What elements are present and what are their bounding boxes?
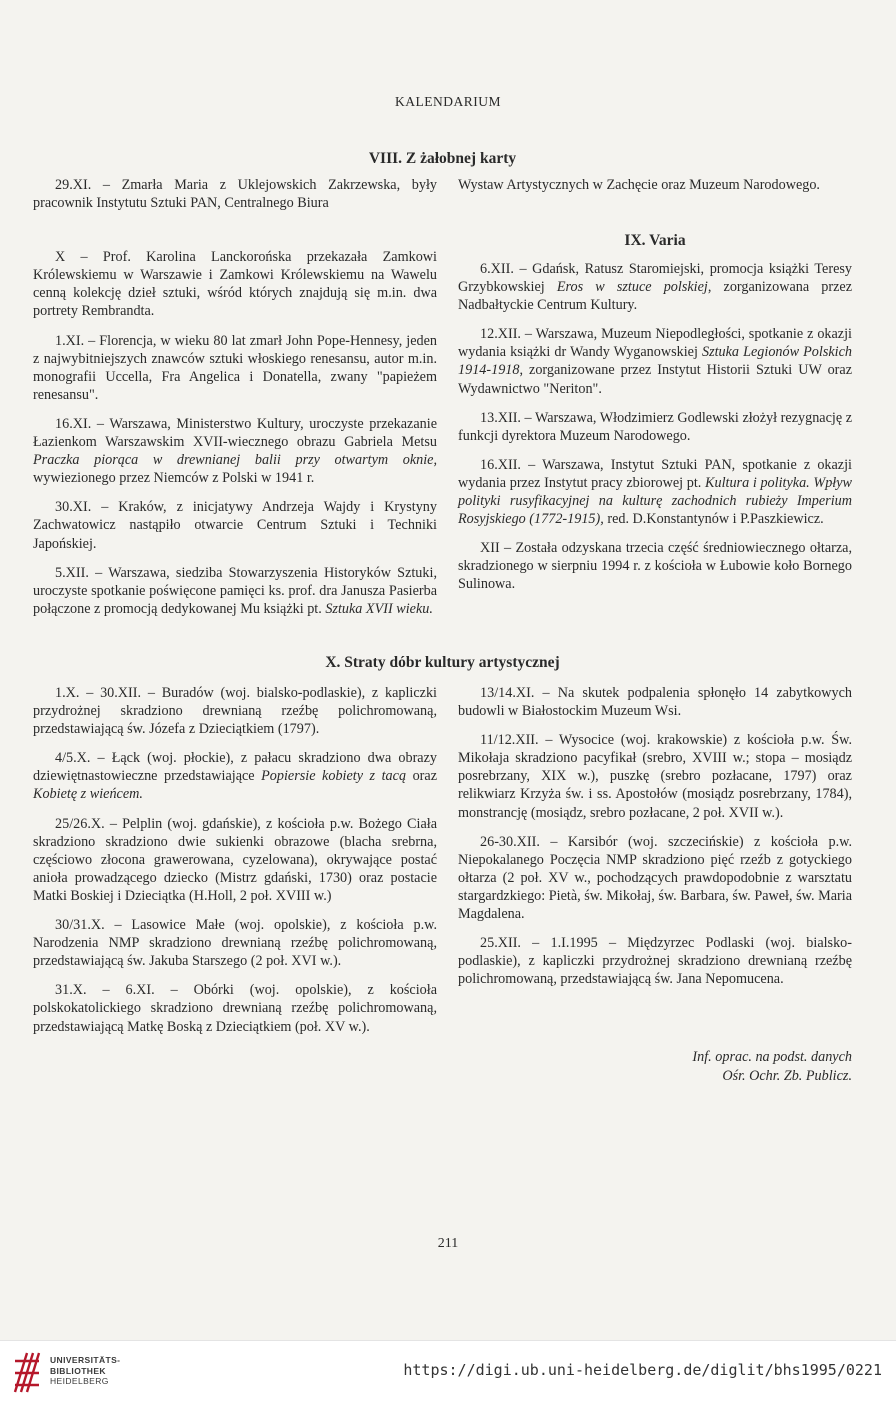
library-name-line: HEIDELBERG <box>50 1376 109 1386</box>
section-title-obituaries: VIII. Z żałobnej karty <box>368 150 517 167</box>
right-column-bottom <box>458 684 852 999</box>
source-signature <box>472 1048 852 1086</box>
text: 12.XII. – Warszawa, Muzeum Niepodległości, spotkanie z okazji wydania książki dr Wandy Wyganowskiej <box>458 326 852 361</box>
left-column-bottom <box>33 684 437 1047</box>
section-title-losses: X. Straty dóbr kultury artystycznej <box>325 654 560 671</box>
book-title: Eros w sztuce polskiej <box>556 279 708 296</box>
paragraph: 25.XII. – 1.I.1995 – Międzyrzec Podlaski (woj. bialsko-podlaskie), z kapliczki przydrożnej skradziono drewnianą rzeźbę polichromowaną, przedstawiającą św. Jana Nepomucena. <box>458 935 852 988</box>
logo-strokes <box>15 1353 39 1392</box>
section-title-varia: IX. Varia <box>624 232 686 249</box>
artwork-title: Praczka piorąca w drewnianej balii przy otwartym oknie, <box>33 452 437 469</box>
paragraph: 30/31.X. – Lasowice Małe (woj. opolskie), z kościoła p.w. Narodzenia NMP skradziono drewnianą rzeźbę polichromowaną, przedstawiającą św. Jakuba Starszego (2 poł. XVI w.). <box>33 917 437 970</box>
paragraph: 30.XI. – Kraków, z inicjatywy Andrzeja Wajdy i Krystyny Zachwatowicz nastąpiło otwarcie Centrum Sztuki i Techniki Japońskiej. <box>33 499 437 552</box>
permalink-url[interactable]: https://digi.ub.uni-heidelberg.de/diglit/bhs1995/0221 <box>403 1361 882 1379</box>
paragraph: X – Prof. Karolina Lanckorońska przekazała Zamkowi Królewskiemu w Warszawie i Zamkowi Królewskiemu na Wawelu cenną kolekcję dzieł sztuki, wśród których znajdują się m.in. dwa portrety Rembrandta. <box>33 249 437 320</box>
library-logo-icon <box>12 1349 42 1395</box>
paragraph <box>458 260 852 314</box>
page-number: 211 <box>437 1236 459 1251</box>
signature-line: Inf. oprac. na podst. danych <box>692 1049 852 1065</box>
text: oraz <box>406 768 437 785</box>
paragraph <box>33 415 437 487</box>
paragraph: 25/26.X. – Pelplin (woj. gdańskie), z kościoła p.w. Bożego Ciała skradziono skradziono dwie sukienki obrazowe (blacha srebrna, częściowo złocona grawerowana, cyzelowana), okrywające postać anioła prowadzącego dziecko (Mistrz gdański, 1730) oraz postacie Matki Boskiej i Dzieciątka (H.Holl, 2 poł. XVIII w.) <box>33 815 437 904</box>
paragraph: 1.XI. – Florencja, w wieku 80 lat zmarł John Pope-Hennesy, jeden z najwybitniejszych znawców sztuki włoskiego renesansu, autor m.in. monografii Uccella, Fra Angelica i Donatella, zwany "papieżem renesansu". <box>33 332 437 403</box>
paragraph <box>458 325 852 397</box>
text: 6.XII. – Gdańsk, Ratusz Staromiejski, promocja książki Teresy Grzybkowskiej <box>458 261 852 296</box>
text: red. D.Konstantynów i P.Paszkiewicz. <box>603 511 824 528</box>
book-title: Sztuka XVII wieku. <box>325 600 433 617</box>
right-column-varia <box>458 260 852 605</box>
paragraph: 29.XI. – Zmarła Maria z Uklejowskich Zakrzewska, były pracownik Instytutu Sztuki PAN, Centralnego Biura <box>33 177 437 212</box>
artwork-title: Kobietę z wieńcem. <box>33 786 143 803</box>
paragraph: 26-30.XII. – Karsibór (woj. szczecińskie) z kościoła p.w. Niepokalanego Poczęcia NMP skradziono pięć rzeźb z gotyckiego ołtarza (2 poł. XV w., pochodzących prawdopodobnie z warsztatu stargardzkiego: Pietà, św. Mikołaj, św. Barbara, św. Paweł, św. Maria Magdalena. <box>458 833 852 923</box>
book-title: Sztuka Legionów Polskich 1914-1918 <box>458 344 852 379</box>
text: wywiezionego przez Niemców z Polski w 1941 r. <box>33 470 315 487</box>
library-name-line: BIBLIOTHEK <box>50 1365 106 1376</box>
text: , zorganizowane przez Instytut Historii Sztuki UW oraz Wydawnictwo "Neriton". <box>458 362 852 397</box>
paragraph: Wystaw Artystycznych w Zachęcie oraz Muzeum Narodowego. <box>458 177 820 193</box>
text: 4/5.X. – Łąck (woj. płockie), z pałacu skradziono dwa obrazy dziewiętnastowieczne przedstawiające <box>33 750 437 785</box>
left-column-top <box>33 176 437 629</box>
paragraph <box>458 456 852 528</box>
signature-line: Ośr. Ochr. Zb. Publicz. <box>722 1068 852 1084</box>
book-title: Kultura i polityka. Wpływ polityki rusyfikacyjnej na kulturę zachodnich rubieży Imperium Rosyjskiego (1772-1915), <box>458 474 852 528</box>
library-name <box>50 1355 120 1387</box>
text: 5.XII. – Warszawa, siedziba Stowarzyszenia Historyków Sztuki, uroczyste spotkanie poświęcone pamięci ks. prof. dra Janusza Pasierba połączone z promocją dedykowanej Mu książki pt. <box>33 564 437 617</box>
text: 16.XII. – Warszawa, Instytut Sztuki PAN, spotkanie z okazji wydania przez Instytut pracy zbiorowej pt. <box>458 456 852 491</box>
artwork-title: Popiersie kobiety z tacą <box>261 768 407 785</box>
paragraph <box>33 749 437 803</box>
library-name-line: UNIVERSITÄTS- <box>50 1355 121 1365</box>
text: 16.XI. – Warszawa, Ministerstwo Kultury, uroczyste przekazanie Łazienkom Warszawskim XVII-wiecznego obrazu Gabriela Metsu <box>33 415 437 451</box>
right-column-top <box>458 176 852 205</box>
running-head: KALENDARIUM <box>395 94 501 109</box>
paragraph: 31.X. – 6.XI. – Obórki (woj. opolskie), z kościoła polskokatolickiego skradziono drewnianą rzeźbę polichromowaną, przedstawiającą Matkę Boską z Dzieciątkiem (poł. XV w.). <box>33 982 437 1035</box>
paragraph: 1.X. – 30.XII. – Buradów (woj. bialsko-podlaskie), z kapliczki przydrożnej skradziono drewnianą rzeźbę polichromowaną, przedstawiającą św. Józefa z Dzieciątkiem (1797). <box>33 685 437 738</box>
paragraph: 11/12.XII. – Wysocice (woj. krakowskie) z kościoła p.w. Św. Mikołaja skradziono pacyfikał (srebro, XVIII w.; stopa – mosiądz posrebrzany, XIX w.), puszkę (srebro pozłacane, 1797) oraz relikwiarz Krzyża św. i ss. Apostołów (mosiądz posrebrzany, 1784), monstrancję (mosiądz, srebro pozłacane, 2 poł. XVII w.). <box>458 732 852 821</box>
paragraph: XII – Została odzyskana trzecia część średniowiecznego ołtarza, skradzionego w sierpniu 1994 r. z kościoła w Łubowie koło Bornego Sulinowa. <box>458 540 852 593</box>
paragraph <box>33 564 437 618</box>
text: , zorganizowana przez Nadbałtyckie Centrum Kultury. <box>458 279 852 314</box>
paragraph: 13/14.XI. – Na skutek podpalenia spłonęło 14 zabytkowych budowli w Białostockim Muzeum Wsi. <box>458 685 852 720</box>
digitization-footer <box>0 1340 896 1403</box>
paragraph: 13.XII. – Warszawa, Włodzimierz Godlewski złożył rezygnację z funkcji dyrektora Muzeum Narodowego. <box>458 409 852 444</box>
